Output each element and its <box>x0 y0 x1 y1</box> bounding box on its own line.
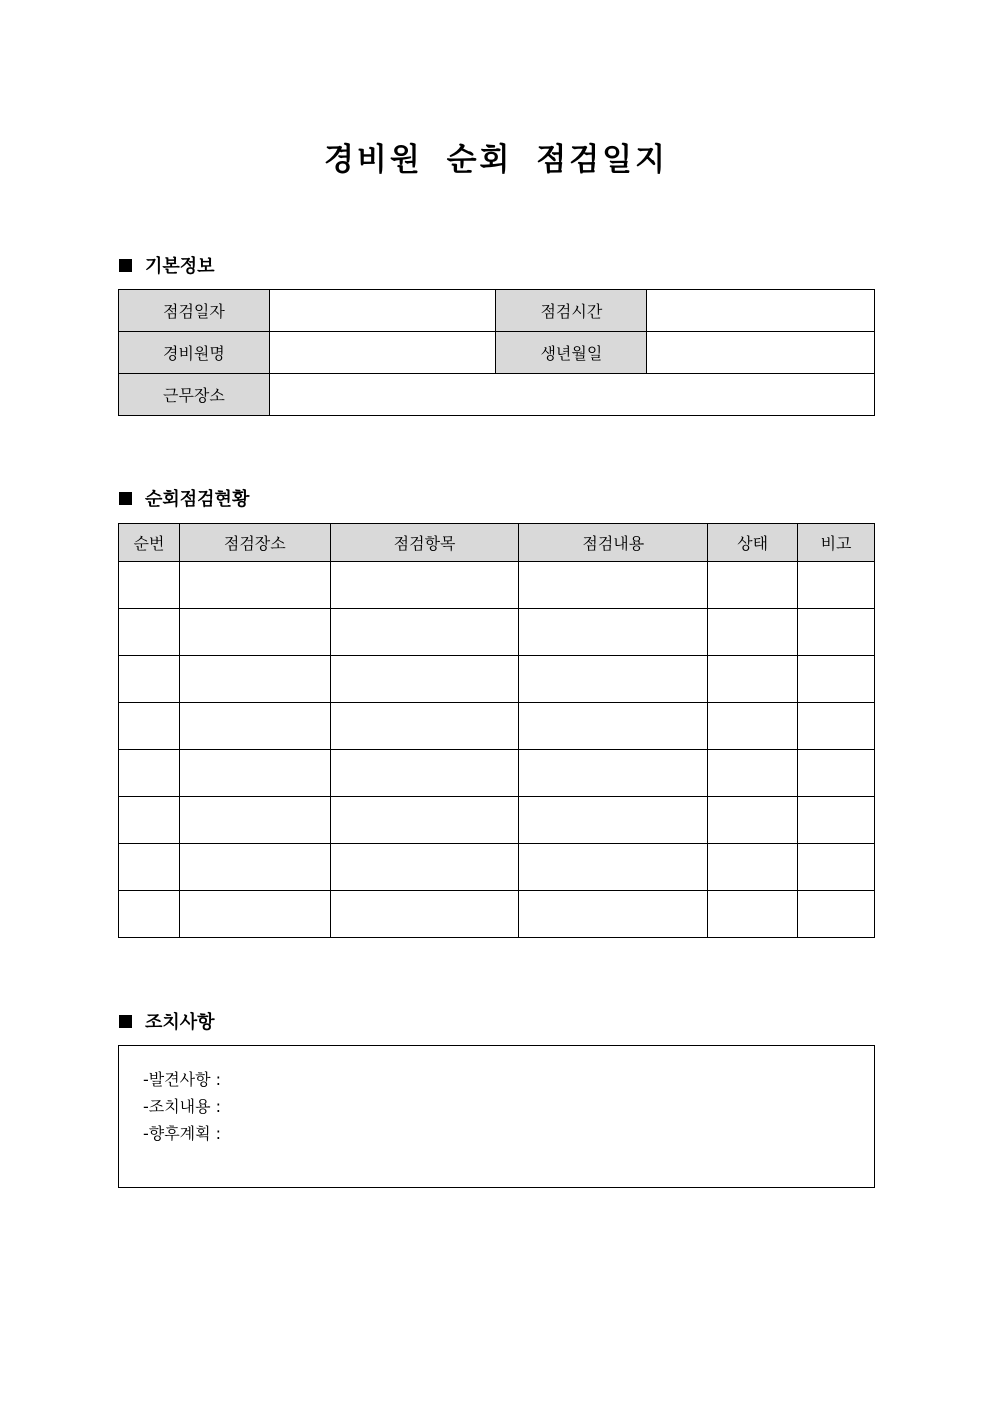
section-heading-label: 순회점검현황 <box>145 489 250 510</box>
date-field[interactable] <box>269 290 496 332</box>
cell-remarks[interactable] <box>798 609 875 656</box>
table-row <box>119 332 875 374</box>
table-row <box>119 844 875 891</box>
page-title: 경비원 순회 점검일지 <box>323 142 669 178</box>
column-header-place: 점검장소 <box>179 524 330 562</box>
cell-item[interactable] <box>330 703 519 750</box>
time-label: 점검시간 <box>496 290 647 332</box>
cell-content[interactable] <box>519 891 708 938</box>
table-row <box>119 374 875 416</box>
cell-number[interactable] <box>119 891 180 938</box>
section-heading-basic-info <box>119 253 215 277</box>
column-header-content: 점검내용 <box>519 524 708 562</box>
table-row <box>119 797 875 844</box>
date-label: 점검일자 <box>119 290 270 332</box>
actions-box[interactable] <box>118 1045 875 1188</box>
cell-status[interactable] <box>708 562 798 609</box>
cell-remarks[interactable] <box>798 750 875 797</box>
cell-number[interactable] <box>119 562 180 609</box>
cell-remarks[interactable] <box>798 891 875 938</box>
table-row <box>119 562 875 609</box>
table-row <box>119 703 875 750</box>
cell-item[interactable] <box>330 844 519 891</box>
cell-number[interactable] <box>119 703 180 750</box>
cell-place[interactable] <box>179 750 330 797</box>
cell-status[interactable] <box>708 703 798 750</box>
cell-content[interactable] <box>519 609 708 656</box>
actions-lines <box>143 1066 221 1147</box>
column-header-status: 상태 <box>708 524 798 562</box>
cell-place[interactable] <box>179 656 330 703</box>
cell-item[interactable] <box>330 656 519 703</box>
cell-content[interactable] <box>519 750 708 797</box>
cell-item[interactable] <box>330 750 519 797</box>
cell-status[interactable] <box>708 797 798 844</box>
name-field[interactable] <box>269 332 496 374</box>
column-header-item: 점검항목 <box>330 524 519 562</box>
cell-status[interactable] <box>708 891 798 938</box>
cell-remarks[interactable] <box>798 844 875 891</box>
cell-content[interactable] <box>519 797 708 844</box>
table-row <box>119 891 875 938</box>
cell-place[interactable] <box>179 562 330 609</box>
cell-number[interactable] <box>119 609 180 656</box>
birth-field[interactable] <box>647 332 875 374</box>
cell-remarks[interactable] <box>798 562 875 609</box>
future-plan-line: -향후계획 : <box>143 1124 222 1143</box>
square-bullet-icon <box>119 259 132 272</box>
patrol-table-body <box>119 562 875 938</box>
time-field[interactable] <box>647 290 875 332</box>
cell-number[interactable] <box>119 844 180 891</box>
cell-status[interactable] <box>708 609 798 656</box>
cell-place[interactable] <box>179 891 330 938</box>
name-label: 경비원명 <box>119 332 270 374</box>
column-header-number: 순번 <box>119 524 180 562</box>
basic-info-table <box>118 289 875 416</box>
table-row <box>119 656 875 703</box>
cell-remarks[interactable] <box>798 797 875 844</box>
cell-status[interactable] <box>708 844 798 891</box>
cell-place[interactable] <box>179 844 330 891</box>
cell-place[interactable] <box>179 797 330 844</box>
location-label: 근무장소 <box>119 374 270 416</box>
table-row <box>119 750 875 797</box>
table-row <box>119 609 875 656</box>
cell-content[interactable] <box>519 562 708 609</box>
cell-place[interactable] <box>179 703 330 750</box>
cell-content[interactable] <box>519 844 708 891</box>
section-heading-label: 기본정보 <box>145 256 215 277</box>
cell-item[interactable] <box>330 562 519 609</box>
cell-status[interactable] <box>708 750 798 797</box>
cell-number[interactable] <box>119 656 180 703</box>
cell-item[interactable] <box>330 797 519 844</box>
cell-status[interactable] <box>708 656 798 703</box>
action-taken-line: -조치내용 : <box>143 1097 222 1116</box>
cell-number[interactable] <box>119 797 180 844</box>
findings-line: -발견사항 : <box>143 1070 222 1089</box>
table-header-row <box>119 524 875 562</box>
birth-label: 생년월일 <box>496 332 647 374</box>
cell-remarks[interactable] <box>798 656 875 703</box>
column-header-remarks: 비고 <box>798 524 875 562</box>
cell-item[interactable] <box>330 609 519 656</box>
cell-remarks[interactable] <box>798 703 875 750</box>
cell-place[interactable] <box>179 609 330 656</box>
square-bullet-icon <box>119 492 132 505</box>
section-heading-label: 조치사항 <box>145 1012 215 1033</box>
square-bullet-icon <box>119 1015 132 1028</box>
location-field[interactable] <box>269 374 874 416</box>
section-heading-patrol <box>119 486 249 510</box>
cell-number[interactable] <box>119 750 180 797</box>
section-heading-actions <box>119 1009 215 1033</box>
patrol-table <box>118 523 875 938</box>
cell-item[interactable] <box>330 891 519 938</box>
table-row <box>119 290 875 332</box>
cell-content[interactable] <box>519 656 708 703</box>
cell-content[interactable] <box>519 703 708 750</box>
